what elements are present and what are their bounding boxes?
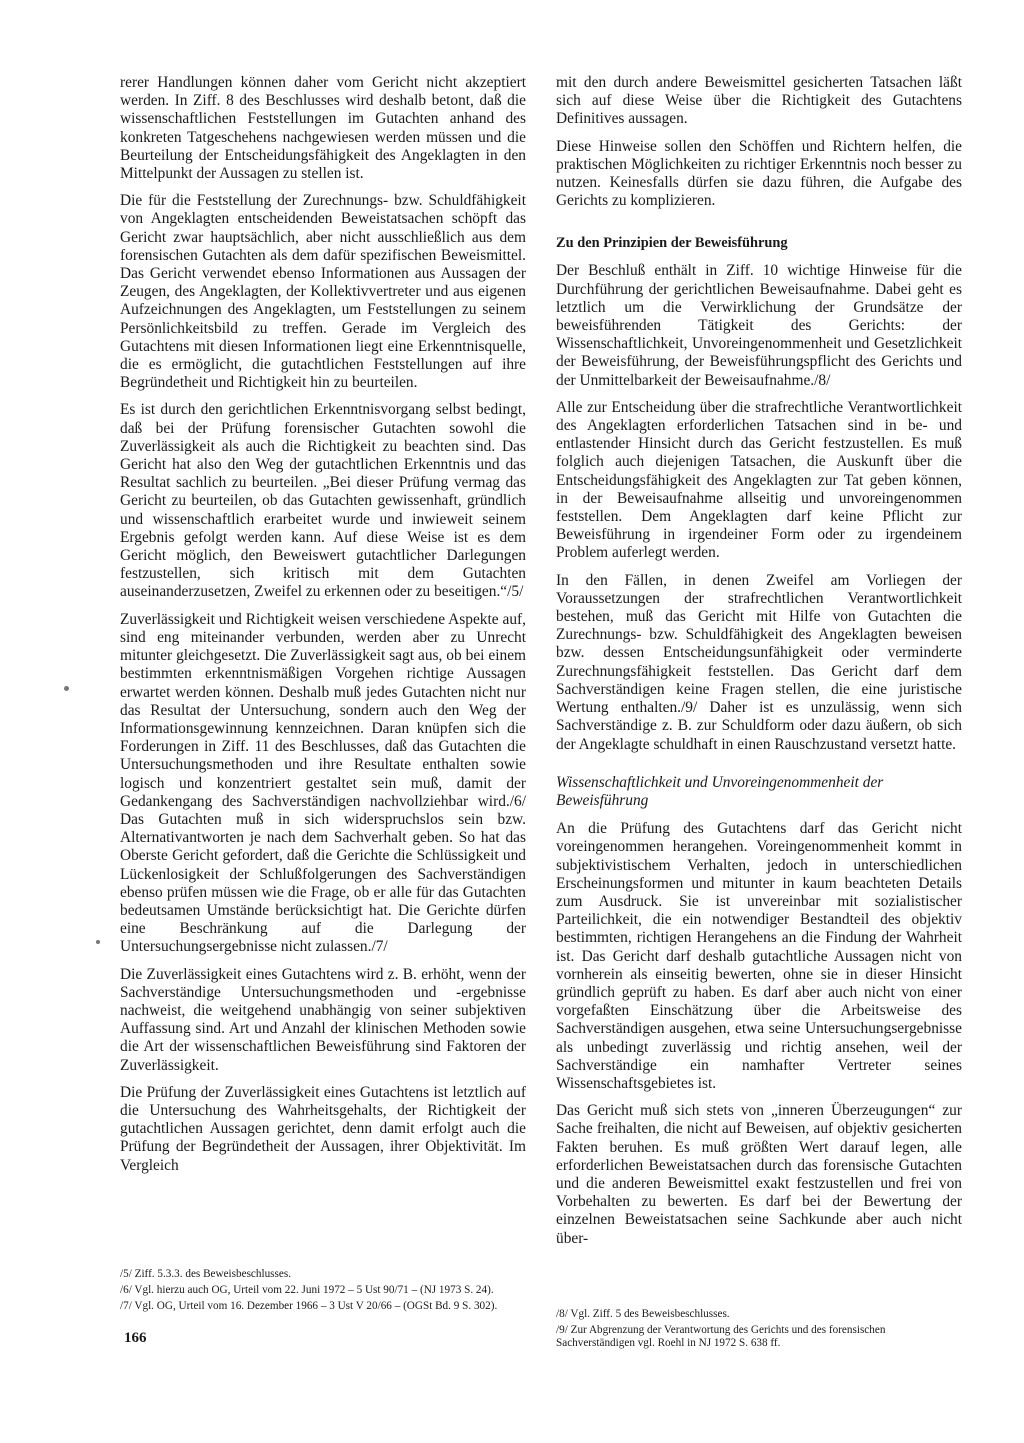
body-paragraph: Diese Hinweise sollen den Schöffen und Richtern helfen, die praktischen Möglichkeiten zu richtiger Erkenntnis noch besser zu nutzen. Keinesfalls dürfen sie dazu führen, die Aufgabe des Gerichts zu komplizieren. — [556, 137, 962, 210]
footnote: /9/ Zur Abgrenzung der Verantwortung des Gerichts und des forensischen Sachverständigen vgl. Roehl in NJ 1972 S. 638 ff. — [556, 1324, 886, 1349]
right-column — [556, 74, 962, 1257]
section-heading: Zu den Prinzipien der Beweisführung — [556, 235, 788, 252]
body-paragraph: Die Prüfung der Zuverlässigkeit eines Gutachtens ist letztlich auf die Untersuchung des Wahrheitsgehalts, der Richtigkeit der gutachtlichen Aussagen gerichtet, denn damit erfolgt auch die Prüfung der Begründetheit der Aussagen, ihrer Objektivität. Im Vergleich — [120, 1083, 526, 1174]
body-paragraph: Die Zuverlässigkeit eines Gutachtens wird z. B. erhöht, wenn der Sachverständige Untersuchungsmethoden und -ergebnisse nachweist, die weitgehend unabhängig von seiner subjektiven Auffassung sind. Art und Anzahl der klinischen Methoden sowie die Art der wissenschaftlichen Beweisführung sind Faktoren der Zuverlässigkeit. — [120, 965, 526, 1074]
left-footnotes — [120, 1268, 526, 1316]
body-paragraph: rerer Handlungen können daher vom Gericht nicht akzeptiert werden. In Ziff. 8 des Beschlusses wird deshalb betont, daß die wissenschaftlichen Feststellungen im Gutachten anhand des konkreten Tatgeschehens nachgewiesen werden müssen und die Beurteilung der Entscheidungsfähigkeit des Angeklagten in den Mittelpunkt der Aussagen zu stellen ist. — [120, 74, 526, 183]
scan-speck — [96, 940, 100, 944]
subsection-heading: Wissenschaftlichkeit und Unvoreingenommenheit der Beweisführung — [556, 773, 884, 809]
body-paragraph: Es ist durch den gerichtlichen Erkenntnisvorgang selbst bedingt, daß bei der Prüfung forensischer Gutachten sowohl die Zuverlässigkeit als auch die Richtigkeit zu beachten sind. Das Gericht hat also den Weg der gutachtlichen Erkenntnis und das Resultat sachlich zu beurteilen. „Bei dieser Prüfung vermag das Gericht zu beurteilen, ob das Gutachten gewissenhaft, gründlich und wissenschaftlich erarbeitet wurde und inwieweit seinem Ergebnis gefolgt werden kann. Auf diese Weise ist es dem Gericht möglich, den Beweiswert gutachtlicher Darlegungen festzustellen, sich kritisch mit dem Gutachten auseinanderzusetzen, Zweifel zu erkennen oder zu beseitigen.“/5/ — [120, 401, 526, 601]
left-column — [120, 74, 526, 1184]
body-paragraph: mit den durch andere Beweismittel gesicherten Tatsachen läßt sich auf diese Weise über die Richtigkeit des Gutachtens Definitives aussagen. — [556, 74, 962, 128]
body-paragraph: Die für die Feststellung der Zurechnungs- bzw. Schuldfähigkeit von Angeklagten entscheidenden Beweistatsachen schöpft das Gericht zwar hauptsächlich, aber nicht ausschließlich aus dem forensischen Gutachten als dem dafür spezifischen Beweismittel. Das Gericht verwendet ebenso Informationen aus Aussagen der Zeugen, des Angeklagten, der Kollektivvertreter und aus eigenen Aufzeichnungen des Angeklagten, um Feststellungen zu seinem Persönlichkeitsbild zu treffen. Gerade im Vergleich des Gutachtens mit diesen Informationen liegt eine Erkenntnisquelle, die es ermöglicht, die gutachtlichen Feststellungen auf ihre Begründetheit und Richtigkeit hin zu beurteilen. — [120, 192, 526, 392]
body-paragraph: Das Gericht muß sich stets von „inneren Überzeugungen“ zur Sache freihalten, die nicht auf Beweisen, auf objektiv gesicherten Fakten beruhen. Es muß größten Wert darauf legen, alle erforderlichen Beweistatsachen durch das forensische Gutachten und die anderen Beweismittel exakt festzustellen und frei von Vorbehalten zu bewerten. Es darf bei der Bewertung der einzelnen Beweistatsachen seine Sachkunde aber auch nicht über- — [556, 1102, 962, 1247]
footnote: /6/ Vgl. hierzu auch OG, Urteil vom 22. Juni 1972 – 5 Ust 90/71 – (NJ 1973 S. 24). — [120, 1284, 494, 1296]
body-paragraph: An die Prüfung des Gutachtens darf das Gericht nicht voreingenommen herangehen. Voreingenommenheit kommt in subjektivistischem Verhalten, jedoch in unterschiedlichen Erscheinungsformen und mitunter in kaum beachteten Details zum Ausdruck. Sie ist unvereinbar mit sozialistischer Parteilichkeit, die ein notwendiger Bestandteil des objektiv bestimmten, richtigen Herangehens an die Findung der Wahrheit ist. Das Gericht darf deshalb gutachtliche Aussagen nicht von vornherein als einseitig bewerten, ohne sie in dieser Hinsicht gründlich geprüft zu haben. Es darf aber auch nicht von einer vorgefaßten Einschätzung über die Arbeitsweise des Sachverständigen ausgehen, etwa seine Untersuchungsergebnisse als unbedingt zuverlässig und richtig ansehen, weil der Sachverständige ein namhafter Vertreter seines Wissenschaftsgebietes ist. — [556, 820, 962, 1092]
body-paragraph: Der Beschluß enthält in Ziff. 10 wichtige Hinweise für die Durchführung der gerichtlichen Beweisaufnahme. Dabei geht es letztlich um die Verwirklichung der Grundsätze der beweisführenden Tätigkeit des Gerichts: der Wissenschaftlichkeit, Unvoreingenommenheit und Gesetzlichkeit der Beweisführung, der Beweisführungspflicht des Gerichts und der Unmittelbarkeit der Beweisaufnahme./8/ — [556, 262, 962, 389]
right-footnotes — [556, 1308, 962, 1353]
footnote: /8/ Vgl. Ziff. 5 des Beweisbeschlusses. — [556, 1308, 730, 1320]
body-paragraph: Zuverlässigkeit und Richtigkeit weisen verschiedene Aspekte auf, sind eng miteinander verbunden, werden aber zu Unrecht mitunter gleichgesetzt. Die Zuverlässigkeit sagt aus, ob bei einem bestimmten erkenntnismäßigen Vorgehen richtige Aussagen erwartet werden können. Deshalb muß jedes Gutachten nicht nur das Resultat der Untersuchung, sondern auch den Weg der Informationsgewinnung kennzeichnen. Daran knüpfen sich die Forderungen in Ziff. 11 des Beschlusses, daß das Gutachten die Untersuchungsmethoden und ihre Resultate enthalten sowie logisch und konzentriert gestaltet sein muß, damit der Gedankengang des Sachverständigen nachvollziehbar wird./6/ Das Gutachten muß in sich widerspruchslos sein bzw. Alternativantworten je nach dem Sachverhalt geben. So hat das Oberste Gericht gefordert, daß die Gerichte die Schlüssigkeit und Lückenlosigkeit der Schlußfolgerungen des Sachverständigen ebenso prüfen müssen wie die Frage, ob er alle für das Gutachten bedeutsamen Umstände berücksichtigt hat. Die Gerichte dürfen eine Beschränkung auf die Darlegung der Untersuchungsergebnisse nicht zulassen./7/ — [120, 610, 526, 956]
scan-speck — [64, 686, 69, 691]
body-paragraph: Alle zur Entscheidung über die strafrechtliche Verantwortlichkeit des Angeklagten erforderlichen Tatsachen sind in be- und entlastender Hinsicht durch das Gericht festzustellen. Es muß folglich auch diejenigen Tatsachen, die Auskunft über die Entscheidungsfähigkeit des Angeklagten zur Tat geben können, in der Beweisaufnahme allseitig und unvoreingenommen feststellen. Dem Angeklagten darf keine Pflicht zur Beweisführung in irgendeiner Form oder zu irgendeinem Problem auferlegt werden. — [556, 398, 962, 562]
body-paragraph: In den Fällen, in denen Zweifel am Vorliegen der Voraussetzungen der strafrechtlichen Verantwortlichkeit bestehen, muß das Gericht mit Hilfe von Gutachten die Zurechnungs- bzw. Schuldfähigkeit des Angeklagten beweisen bzw. dessen Entscheidungsunfähigkeit oder verminderte Zurechnungsfähigkeit feststellen. Das Gericht darf dem Sachverständigen keine Fragen stellen, die eine juristische Wertung enthalten./9/ Daher ist es unzulässig, wenn sich Sachverständige z. B. zur Schuldform oder dazu äußern, ob sich der Angeklagte schuldhaft in einen Rauschzustand versetzt hatte. — [556, 571, 962, 753]
page-number: 166 — [124, 1330, 147, 1346]
footnote: /5/ Ziff. 5.3.3. des Beweisbeschlusses. — [120, 1268, 292, 1280]
footnote: /7/ Vgl. OG, Urteil vom 16. Dezember 1966 – 3 Ust V 20/66 – (OGSt Bd. 9 S. 302). — [120, 1300, 498, 1312]
